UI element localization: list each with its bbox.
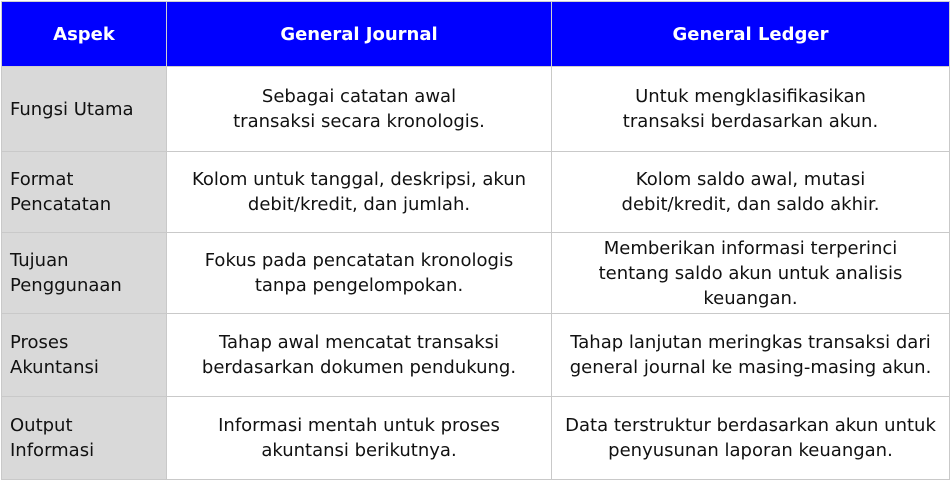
aspect-cell: Fungsi Utama: [2, 67, 167, 152]
table-row: [2, 233, 950, 314]
table-row: [2, 314, 950, 397]
journal-cell: Informasi mentah untuk proses akuntansi berikutnya.: [167, 397, 552, 480]
aspect-cell: Format Pencatatan: [2, 152, 167, 233]
journal-cell: Kolom untuk tanggal, deskripsi, akun debit/kredit, dan jumlah.: [167, 152, 552, 233]
table-header-row: [2, 2, 950, 67]
table-row: [2, 67, 950, 152]
aspect-cell: Proses Akuntansi: [2, 314, 167, 397]
comparison-table: [1, 1, 950, 480]
ledger-cell: Untuk mengklasifikasikan transaksi berdasarkan akun.: [552, 67, 950, 152]
ledger-cell: Memberikan informasi terperinci tentang saldo akun untuk analisis keuangan.: [552, 233, 950, 314]
aspect-cell: Tujuan Penggunaan: [2, 233, 167, 314]
table-row: [2, 152, 950, 233]
ledger-cell: Data terstruktur berdasarkan akun untuk penyusunan laporan keuangan.: [552, 397, 950, 480]
journal-cell: Tahap awal mencatat transaksi berdasarkan dokumen pendukung.: [167, 314, 552, 397]
ledger-cell: Tahap lanjutan meringkas transaksi dari general journal ke masing-masing akun.: [552, 314, 950, 397]
journal-cell: Fokus pada pencatatan kronologis tanpa pengelompokan.: [167, 233, 552, 314]
journal-cell: Sebagai catatan awal transaksi secara kronologis.: [167, 67, 552, 152]
table-row: [2, 397, 950, 480]
header-general-ledger: General Ledger: [552, 2, 950, 67]
aspect-cell: Output Informasi: [2, 397, 167, 480]
header-general-journal: General Journal: [167, 2, 552, 67]
ledger-cell: Kolom saldo awal, mutasi debit/kredit, dan saldo akhir.: [552, 152, 950, 233]
header-aspect: Aspek: [2, 2, 167, 67]
